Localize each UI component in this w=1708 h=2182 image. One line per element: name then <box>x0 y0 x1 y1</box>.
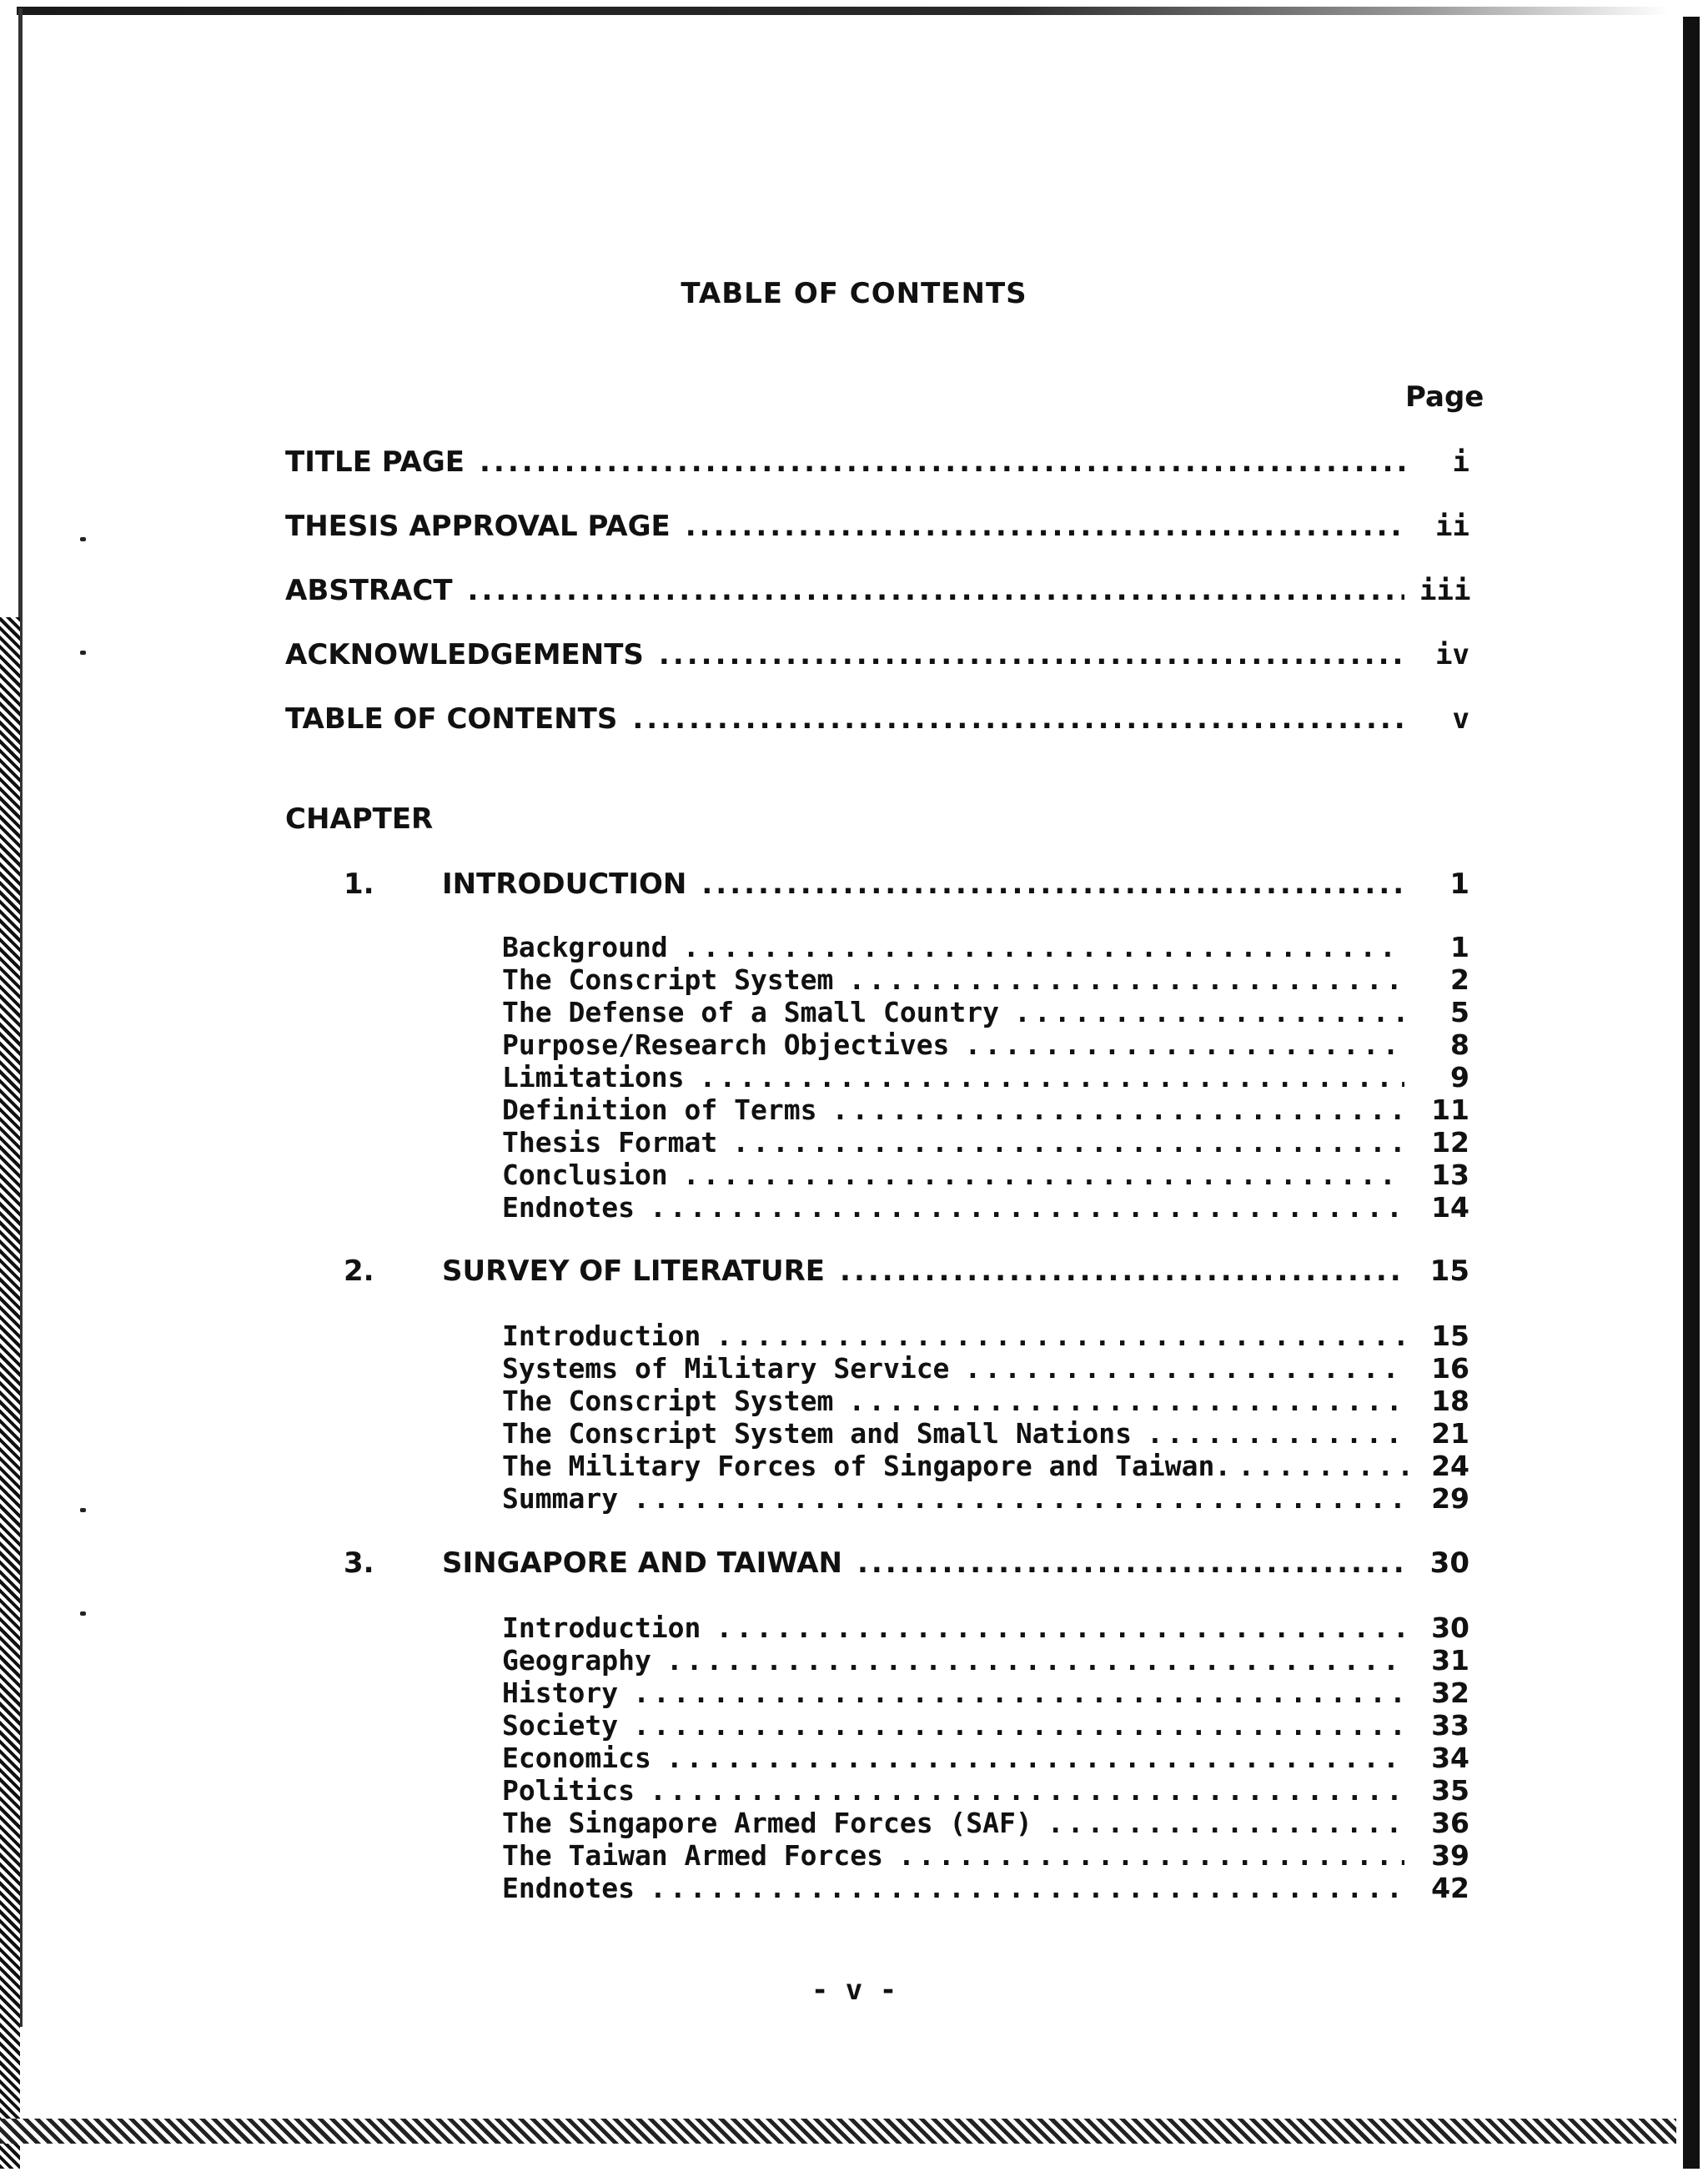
chapter-page: 1 <box>1449 867 1469 901</box>
toc-section[interactable] <box>502 931 1469 963</box>
dot-leader <box>666 1644 1404 1677</box>
section-page: 12 <box>1431 1126 1469 1159</box>
toc-entry-thesis-approval-page[interactable] <box>285 510 1469 543</box>
toc-section[interactable] <box>502 1774 1469 1807</box>
page-column-heading: Page <box>1405 380 1484 414</box>
toc-entry-page: i <box>1452 445 1469 479</box>
dot-leader <box>1147 1417 1404 1450</box>
section-page: 24 <box>1431 1450 1469 1482</box>
section-page: 5 <box>1450 996 1469 1028</box>
dot-leader <box>1238 1450 1413 1482</box>
toc-section[interactable] <box>502 1126 1469 1159</box>
section-label: The Conscript System <box>502 963 834 996</box>
toc-section[interactable] <box>502 963 1469 996</box>
dot-leader <box>480 445 1404 479</box>
toc-section[interactable] <box>502 1417 1469 1450</box>
dot-leader <box>633 1709 1404 1742</box>
section-page: 39 <box>1431 1839 1469 1872</box>
section-page: 32 <box>1431 1677 1469 1709</box>
section-page: 2 <box>1450 963 1469 996</box>
section-label: The Taiwan Armed Forces <box>502 1839 883 1872</box>
section-page: 14 <box>1431 1191 1469 1224</box>
toc-entry-table-of-contents[interactable] <box>285 702 1469 736</box>
toc-section[interactable] <box>502 996 1469 1028</box>
toc-section[interactable] <box>502 1677 1469 1709</box>
section-label: Endnotes <box>502 1191 635 1224</box>
toc-section[interactable] <box>502 1094 1469 1126</box>
toc-title: TABLE OF CONTENTS <box>681 277 1027 310</box>
section-label: History <box>502 1677 619 1709</box>
section-page: 33 <box>1431 1709 1469 1742</box>
toc-section[interactable] <box>502 1709 1469 1742</box>
toc-section[interactable] <box>502 1839 1469 1872</box>
toc-chapter-1[interactable] <box>344 867 1469 901</box>
section-label: The Military Forces of Singapore and Taiwan. <box>502 1450 1232 1482</box>
page-number-footer: - v - <box>811 1973 897 2007</box>
section-page: 30 <box>1431 1611 1469 1644</box>
section-page: 31 <box>1431 1644 1469 1677</box>
dot-leader <box>650 1872 1404 1904</box>
section-page: 16 <box>1431 1352 1469 1385</box>
chapter-number: 2. <box>344 1254 374 1288</box>
dot-leader <box>857 1546 1404 1580</box>
chapter-page: 30 <box>1429 1546 1469 1580</box>
section-page: 15 <box>1431 1320 1469 1352</box>
toc-entry-abstract[interactable] <box>285 574 1469 607</box>
dot-leader <box>683 1159 1404 1191</box>
toc-entry-label: THESIS APPROVAL PAGE <box>285 510 671 543</box>
dot-leader <box>840 1254 1404 1288</box>
dot-leader <box>898 1839 1404 1872</box>
chapter-title: SINGAPORE AND TAIWAN <box>442 1546 842 1580</box>
toc-entry-page: iv <box>1435 638 1469 671</box>
dot-leader <box>659 638 1404 671</box>
dot-leader <box>650 1774 1404 1807</box>
section-page: 1 <box>1450 931 1469 963</box>
section-label: Introduction <box>502 1320 701 1352</box>
section-page: 21 <box>1431 1417 1469 1450</box>
section-label: Economics <box>502 1742 651 1774</box>
toc-section[interactable] <box>502 1191 1469 1224</box>
dot-leader <box>848 1385 1404 1417</box>
section-label: Endnotes <box>502 1872 635 1904</box>
toc-section[interactable] <box>502 1028 1469 1061</box>
section-page: 18 <box>1431 1385 1469 1417</box>
section-label: Definition of Terms <box>502 1094 817 1126</box>
section-label: Background <box>502 931 668 963</box>
dot-leader <box>832 1094 1405 1126</box>
toc-entry-title-page[interactable] <box>285 445 1469 479</box>
dot-leader <box>468 574 1404 607</box>
dot-leader <box>964 1028 1404 1061</box>
section-label: The Defense of a Small Country <box>502 996 1000 1028</box>
dot-leader <box>1014 996 1404 1028</box>
toc-section[interactable] <box>502 1061 1469 1094</box>
chapter-title: SURVEY OF LITERATURE <box>442 1254 826 1288</box>
section-page: 36 <box>1431 1807 1469 1839</box>
chapter-number: 1. <box>344 867 374 901</box>
toc-entry-page: ii <box>1435 510 1469 543</box>
section-page: 9 <box>1450 1061 1469 1094</box>
section-page: 34 <box>1431 1742 1469 1774</box>
toc-section[interactable] <box>502 1742 1469 1774</box>
toc-entry-acknowledgements[interactable] <box>285 638 1469 671</box>
toc-section[interactable] <box>502 1385 1469 1417</box>
toc-section[interactable] <box>502 1611 1469 1644</box>
toc-section[interactable] <box>502 1352 1469 1385</box>
section-label: Society <box>502 1709 619 1742</box>
section-page: 11 <box>1431 1094 1469 1126</box>
dot-leader <box>716 1611 1404 1644</box>
section-label: Introduction <box>502 1611 701 1644</box>
dot-leader <box>633 1677 1404 1709</box>
toc-section[interactable] <box>502 1807 1469 1839</box>
chapter-title: INTRODUCTION <box>442 867 687 901</box>
dot-leader <box>632 702 1404 736</box>
toc-entry-page: v <box>1452 702 1469 736</box>
toc-chapter-3[interactable] <box>344 1546 1469 1580</box>
section-label: Politics <box>502 1774 635 1807</box>
section-label: Thesis Format <box>502 1126 718 1159</box>
dot-leader <box>1047 1807 1404 1839</box>
section-page: 35 <box>1431 1774 1469 1807</box>
dot-leader <box>683 931 1404 963</box>
section-label: The Conscript System and Small Nations <box>502 1417 1132 1450</box>
section-page: 29 <box>1431 1482 1469 1515</box>
dot-leader <box>633 1482 1404 1515</box>
section-page: 8 <box>1450 1028 1469 1061</box>
section-label: The Singapore Armed Forces (SAF) <box>502 1807 1032 1839</box>
section-label: Limitations <box>502 1061 685 1094</box>
section-label: Systems of Military Service <box>502 1352 950 1385</box>
toc-section[interactable] <box>502 1872 1469 1904</box>
chapter-heading: CHAPTER <box>285 802 434 836</box>
chapter-page: 15 <box>1429 1254 1469 1288</box>
section-page: 42 <box>1431 1872 1469 1904</box>
toc-entry-label: ACKNOWLEDGEMENTS <box>285 638 644 671</box>
section-label: Summary <box>502 1482 619 1515</box>
section-page: 13 <box>1431 1159 1469 1191</box>
toc-section[interactable] <box>502 1644 1469 1677</box>
toc-section[interactable] <box>502 1320 1469 1352</box>
chapter-number: 3. <box>344 1546 374 1580</box>
dot-leader <box>732 1126 1404 1159</box>
dot-leader <box>650 1191 1404 1224</box>
toc-entry-label: TABLE OF CONTENTS <box>285 702 618 736</box>
dot-leader <box>716 1320 1404 1352</box>
toc-section[interactable] <box>502 1450 1469 1482</box>
toc-section[interactable] <box>502 1159 1469 1191</box>
dot-leader <box>666 1742 1404 1774</box>
section-label: The Conscript System <box>502 1385 834 1417</box>
section-label: Conclusion <box>502 1159 668 1191</box>
toc-chapter-2[interactable] <box>344 1254 1469 1288</box>
toc-entry-label: TITLE PAGE <box>285 445 465 479</box>
section-label: Geography <box>502 1644 651 1677</box>
toc-entry-page: iii <box>1419 574 1471 607</box>
toc-section[interactable] <box>502 1482 1469 1515</box>
dot-leader <box>700 1061 1404 1094</box>
section-label: Purpose/Research Objectives <box>502 1028 950 1061</box>
toc-entry-label: ABSTRACT <box>285 574 453 607</box>
dot-leader <box>686 510 1404 543</box>
dot-leader <box>701 867 1404 901</box>
dot-leader <box>848 963 1404 996</box>
dot-leader <box>964 1352 1404 1385</box>
